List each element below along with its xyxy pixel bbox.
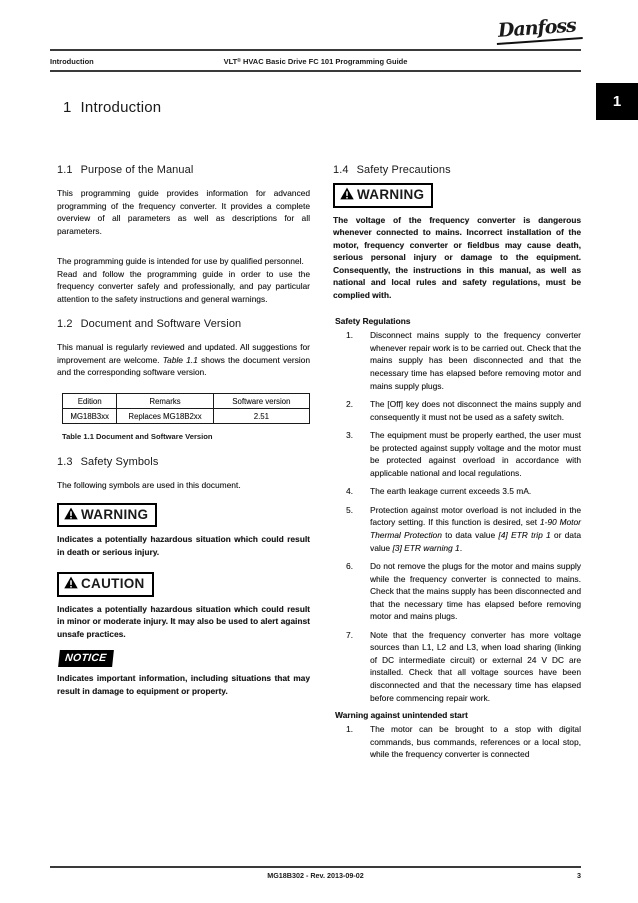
danfoss-logo: Danfoss xyxy=(495,14,582,45)
warning-label: WARNING xyxy=(81,506,149,522)
section-title: Document and Software Version xyxy=(80,318,242,331)
table-caption: Table 1.1 Document and Software Version xyxy=(62,432,213,442)
safety-regulations-heading: Safety Regulations xyxy=(335,316,411,327)
table-cell: Replaces MG18B2xx xyxy=(117,409,213,424)
list-item xyxy=(333,429,581,479)
data-value-reference: [4] ETR trip 1 xyxy=(498,530,551,540)
footer-page-number: 3 xyxy=(577,871,581,880)
table-row xyxy=(63,409,310,424)
warning-triangle-icon xyxy=(340,187,354,200)
page-title-number: 1 xyxy=(63,99,72,116)
notice-description: Indicates important information, including situations that may result in damage to equipment or property. xyxy=(57,673,310,696)
list-item-number: 1. xyxy=(346,330,354,341)
paragraph: The programming guide is intended for use by qualified personnel. xyxy=(57,256,304,267)
warning-triangle-icon xyxy=(64,576,78,589)
list-item-text: Disconnect mains supply to the frequency converter whenever repair work is to be carried out. Check that the mains supply has been disconnected and that the necessary time has elapsed before removing motor and mains supply plugs. xyxy=(370,330,581,391)
list-item-text: Do not remove the plugs for the motor and mains supply while the frequency converter is connected to mains. Check that the mains supply has been disconnected and that the necessary time has elapsed before removing motor and mains plugs. xyxy=(370,561,581,622)
list-item-text: The [Off] key does not disconnect the mains supply and consequently it must not be used as a safety switch. xyxy=(370,399,581,422)
section-heading-1-3 xyxy=(57,456,310,468)
list-item-number: 1. xyxy=(346,724,354,735)
document-version-table xyxy=(62,393,310,424)
warning-label: WARNING xyxy=(357,187,425,202)
section-title: Purpose of the Manual xyxy=(80,164,194,176)
list-item-text: Note that the frequency converter has more voltage sources than L1, L2 and L3, when load sharing (linking of DC intermediate circuit) or external 24 V DC are installed. Check that all voltage sources have been disconnected and that the necessary time has elapsed before commencing repair work. xyxy=(370,629,581,703)
list-item xyxy=(333,398,581,423)
section-title: Safety Precautions xyxy=(356,164,451,176)
footer-rule xyxy=(50,866,581,868)
header-section-label: Introduction xyxy=(50,57,94,66)
paragraph: This programming guide provides information for advanced programming of the frequency converter. It provides a complete overview of all parameters as well as descriptions for all parameters. xyxy=(57,188,310,236)
list-item xyxy=(333,485,581,498)
section-heading-1-2 xyxy=(57,318,310,330)
left-column xyxy=(57,164,310,697)
list-item-number: 7. xyxy=(346,629,354,640)
caution-label: CAUTION xyxy=(81,576,145,592)
table-header-cell: Edition xyxy=(63,394,117,409)
warning-box xyxy=(57,503,157,528)
list-item-text-part: to data value xyxy=(441,530,499,540)
section-number: 1.2 xyxy=(57,318,73,331)
section-number: 1.4 xyxy=(333,164,349,176)
list-item xyxy=(333,560,581,623)
page-header xyxy=(50,55,581,69)
footer-doc-revision: MG18B302 - Rev. 2013-09-02 xyxy=(267,871,364,880)
list-item-text-part: Protection against motor overload is not included in the factory setting. If this function is desired, set xyxy=(370,504,581,528)
unintended-start-heading: Warning against unintended start xyxy=(335,710,468,721)
list-item-number: 2. xyxy=(346,399,354,410)
header-rule-top xyxy=(50,49,581,51)
header-rule-bottom xyxy=(50,70,581,72)
table-cell: 2.51 xyxy=(213,409,309,424)
section-heading-1-4 xyxy=(333,164,581,176)
list-item xyxy=(333,329,581,392)
page-title xyxy=(63,99,161,116)
paragraph xyxy=(57,341,310,379)
paragraph-text: shows the document version and the corresponding software version. xyxy=(57,354,310,378)
section-number: 1.1 xyxy=(57,164,73,176)
list-item-number: 4. xyxy=(346,486,354,497)
header-title-product: VLT xyxy=(223,57,238,66)
caution-description: Indicates a potentially hazardous situation which could result in minor or moderate injury. It may also be used to alert against unsafe practices. xyxy=(57,603,310,639)
list-item xyxy=(333,629,581,704)
paragraph: Read and follow the programming guide in order to use the frequency converter safely and professionally, and pay particular attention to the safety instructions and general warnings. xyxy=(57,268,310,304)
list-item-number: 6. xyxy=(346,561,354,572)
list-item-text: The motor can be brought to a stop with digital commands, bus commands, references or a local stop, while the frequency converter is connected xyxy=(370,724,581,760)
list-item xyxy=(333,723,581,761)
warning-triangle-icon xyxy=(64,507,78,520)
table-header-cell: Remarks xyxy=(117,394,213,409)
table-header-cell: Software version xyxy=(213,394,309,409)
list-item-text-part: . xyxy=(459,542,463,553)
list-item xyxy=(333,504,581,554)
paragraph: The following symbols are used in this document. xyxy=(57,480,241,491)
warning-description: Indicates a potentially hazardous situation which could result in death or serious injury. xyxy=(57,534,310,557)
section-heading-1-1 xyxy=(57,164,310,176)
header-title-rest: HVAC Basic Drive FC 101 Programming Guide xyxy=(240,57,408,66)
table-header-row xyxy=(63,394,310,409)
header-title xyxy=(50,57,581,66)
table-reference: Table 1.1 xyxy=(162,354,198,365)
warning-description: The voltage of the frequency converter is dangerous whenever connected to mains. Incorrect installation of the motor, frequency converter or fieldbus may cause death, serious personal injury or damage to the equipment. Consequently, the instructions in this manual, as well as national and local rules and safety regulations, must be complied with. xyxy=(333,214,581,300)
section-number: 1.3 xyxy=(57,456,73,469)
list-item-number: 3. xyxy=(346,430,354,441)
parameter-reference: 1-90 Motor Thermal Protection xyxy=(370,517,581,540)
notice-box: NOTICE xyxy=(58,650,114,667)
list-item-text-part: or data value xyxy=(370,530,581,553)
paragraph-text: This manual is regularly reviewed and updated. All suggestions for improvement are welcome. xyxy=(57,342,310,365)
section-title: Safety Symbols xyxy=(80,456,159,469)
data-value-reference: [3] ETR warning 1 xyxy=(392,542,460,553)
warning-box xyxy=(333,183,433,208)
page-title-text: Introduction xyxy=(80,99,162,116)
chapter-number-tab: 1 xyxy=(596,83,638,120)
list-item-number: 5. xyxy=(346,504,354,515)
list-item-text: The earth leakage current exceeds 3.5 mA. xyxy=(370,486,532,497)
list-item-text: The equipment must be properly earthed, the user must be protected against supply voltage and the motor must be protected against overload in accordance with applicable national and local regulations. xyxy=(370,430,581,478)
caution-box xyxy=(57,572,154,597)
table-cell: MG18B3xx xyxy=(63,409,117,424)
right-column xyxy=(333,164,581,767)
registered-trademark-icon: ® xyxy=(237,58,241,64)
list-item-text xyxy=(370,504,581,554)
